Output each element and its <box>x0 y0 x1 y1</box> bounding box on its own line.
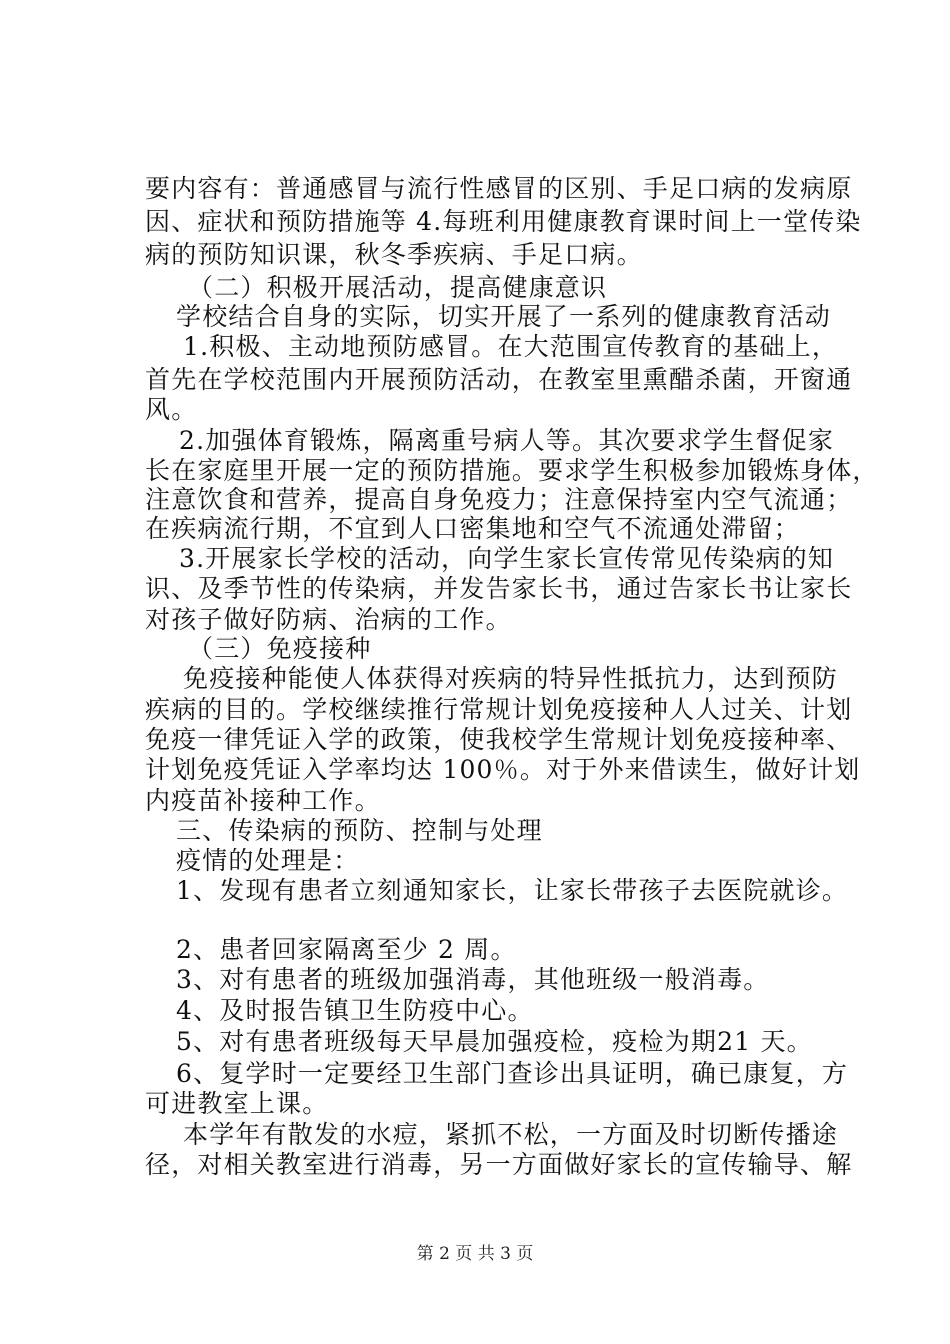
list-item: 5、对有患者班级每天早晨加强疫检，疫检为期21 天。 <box>176 1027 813 1056</box>
text-line: 识、及季节性的传染病，并发告家长书，通过告家长书让家长 <box>145 574 853 603</box>
text-line: 首先在学校范围内开展预防活动，在教室里熏醋杀菌，开窗通 <box>145 365 853 394</box>
text-line: 2.加强体育锻炼，隔离重号病人等。其次要求学生督促家 <box>179 426 835 455</box>
text-line: 径，对相关教室进行消毒，另一方面做好家长的宣传输导、解 <box>145 1150 853 1179</box>
list-item: 3、对有患者的班级加强消毒，其他班级一般消毒。 <box>176 965 770 994</box>
page-footer: 第 2 页 共 3 页 <box>416 1244 534 1264</box>
text-line: 内疫苗补接种工作。 <box>145 786 381 815</box>
section-heading: （二）积极开展活动，提高健康意识 <box>188 273 608 302</box>
text-line: 长在家庭里开展一定的预防措施。要求学生积极参加锻炼身体， <box>145 456 879 485</box>
text-line: 对孩子做好防病、治病的工作。 <box>145 605 512 634</box>
text-line: 在疾病流行期，不宜到人口密集地和空气不流通处滞留； <box>145 514 801 543</box>
text-line: 可进教室上课。 <box>145 1089 329 1118</box>
text-line: 学校结合自身的实际，切实开展了一系列的健康教育活动 <box>176 302 832 331</box>
list-item: 2、患者回家隔离至少 2 周。 <box>176 935 517 964</box>
text-line: 因、症状和预防措施等 4.每班利用健康教育课时间上一堂传染 <box>145 207 862 236</box>
list-item: 6、复学时一定要经卫生部门查诊出具证明，确已康复，方 <box>176 1059 849 1088</box>
text-line: 疫情的处理是： <box>176 846 360 875</box>
text-line: 要内容有：普通感冒与流行性感冒的区别、手足口病的发病原 <box>145 174 853 203</box>
text-line: 疾病的目的。学校继续推行常规计划免疫接种人人过关、计划 <box>145 695 853 724</box>
text-line: 注意饮食和营养，提高自身免疫力；注意保持室内空气流通； <box>145 485 853 514</box>
section-heading: 三、传染病的预防、控制与处理 <box>176 816 543 845</box>
list-item: 1、发现有患者立刻通知家长，让家长带孩子去医院就诊。 <box>176 876 849 905</box>
text-line: 计划免疫凭证入学率均达 100％。对于外来借读生，做好计划 <box>145 755 861 784</box>
text-line: 免疫接种能使人体获得对疾病的特异性抵抗力，达到预防 <box>183 664 839 693</box>
text-line: 病的预防知识课，秋冬季疾病、手足口病。 <box>145 240 643 269</box>
text-line: 本学年有散发的水痘，紧抓不松，一方面及时切断传播途 <box>183 1120 839 1149</box>
text-line: 3.开展家长学校的活动，向学生家长宣传常见传染病的知 <box>179 544 835 573</box>
text-line: 1.积极、主动地预防感冒。在大范围宣传教育的基础上， <box>183 332 839 361</box>
text-line: 风。 <box>145 395 198 424</box>
text-line: 免疫一律凭证入学的政策，使我校学生常规计划免疫接种率、 <box>145 725 853 754</box>
section-heading: （三）免疫接种 <box>188 634 372 663</box>
list-item: 4、及时报告镇卫生防疫中心。 <box>176 996 534 1025</box>
